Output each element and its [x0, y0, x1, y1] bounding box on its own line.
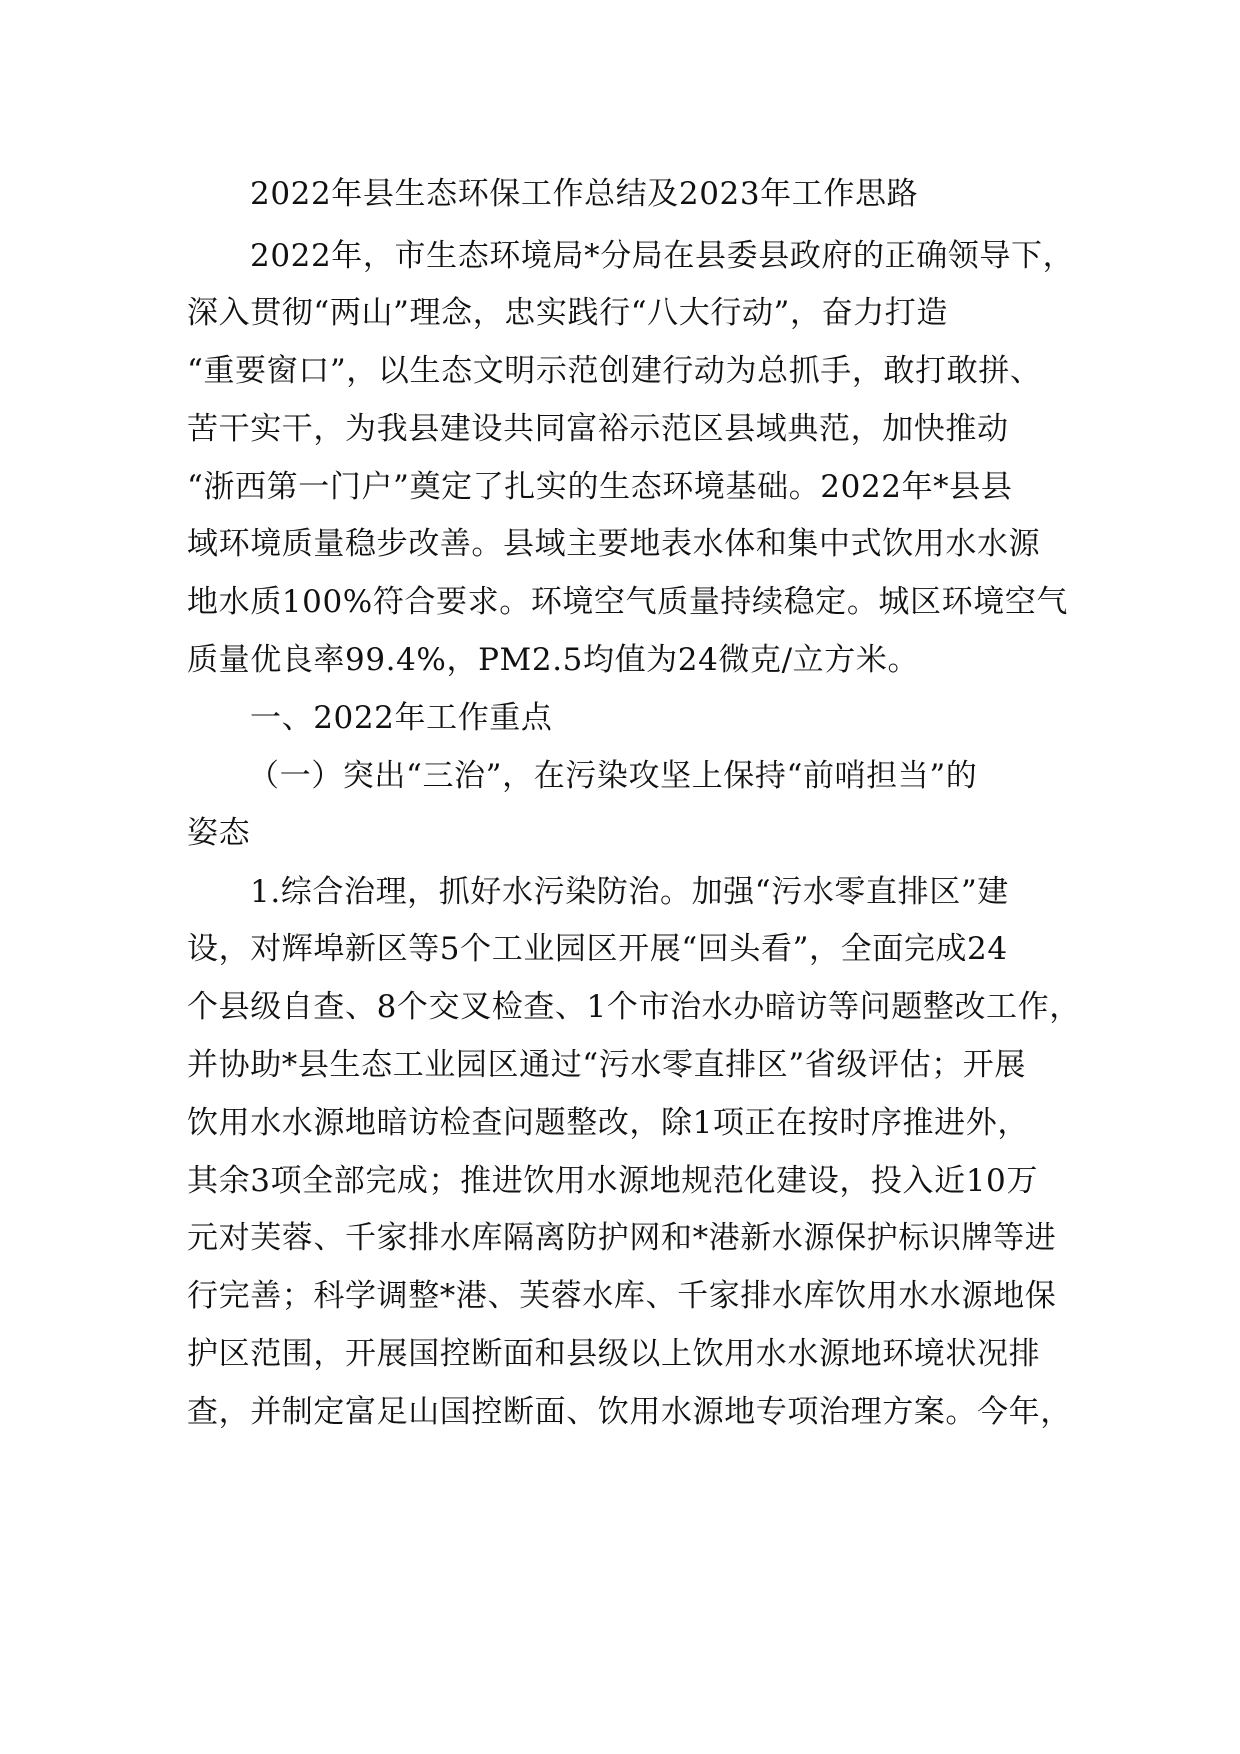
paragraph-line: 查，并制定富足山国控断面、饮用水源地专项治理方案。今年， [187, 1394, 1072, 1430]
paragraph-line: “浙西第一门户”奠定了扎实的生态环境基础。2022年*县县 [187, 469, 1013, 505]
subsection-heading: （一）突出“三治”，在污染攻坚上保持“前哨担当”的 [248, 758, 978, 794]
paragraph-line: 并协助*县生态工业园区通过“污水零直排区”省级评估；开展 [187, 1047, 1026, 1083]
paragraph-line: 个县级自查、8个交叉检查、1个市治水办暗访等问题整改工作， [187, 989, 1081, 1025]
subsection-heading-continued: 姿态 [187, 815, 251, 851]
paragraph-line: 质量优良率99.4%，PM2.5均值为24微克/立方米。 [187, 642, 920, 678]
paragraph-line: 设，对辉埠新区等5个工业园区开展“回头看”，全面完成24 [187, 931, 1008, 967]
paragraph-line: 护区范围，开展国控断面和县级以上饮用水水源地环境状况排 [187, 1336, 1041, 1372]
paragraph-line: 域环境质量稳步改善。县域主要地表水体和集中式饮用水水源 [187, 526, 1041, 562]
paragraph-line: 深入贯彻“两山”理念，忠实践行“八大行动”，奋力打造 [187, 295, 948, 331]
paragraph-line: 苦干实干，为我县建设共同富裕示范区县域典范，加快推动 [187, 411, 1009, 447]
section-heading: 一、2022年工作重点 [250, 700, 553, 736]
paragraph-line: 元对芙蓉、千家排水库隔离防护网和*港新水源保护标识牌等进 [187, 1220, 1057, 1256]
paragraph-line: 其余3项全部完成；推进饮用水源地规范化建设，投入近10万 [187, 1163, 1038, 1199]
paragraph-line: 行完善；科学调整*港、芙蓉水库、千家排水库饮用水水源地保 [187, 1278, 1057, 1314]
paragraph-line: “重要窗口”，以生态文明示范创建行动为总抓手，敢打敢拼、 [187, 353, 1042, 389]
document-title: 2022年县生态环保工作总结及2023年工作思路 [250, 176, 919, 212]
paragraph-line: 饮用水水源地暗访检查问题整改，除1项正在按时序推进外， [187, 1105, 1029, 1141]
paragraph-line: 2022年，市生态环境局*分局在县委县政府的正确领导下， [250, 238, 1075, 274]
paragraph-line: 地水质100%符合要求。环境空气质量持续稳定。城区环境空气 [187, 584, 1069, 620]
paragraph-line: 1.综合治理，抓好水污染防治。加强“污水零直排区”建 [250, 874, 1009, 910]
